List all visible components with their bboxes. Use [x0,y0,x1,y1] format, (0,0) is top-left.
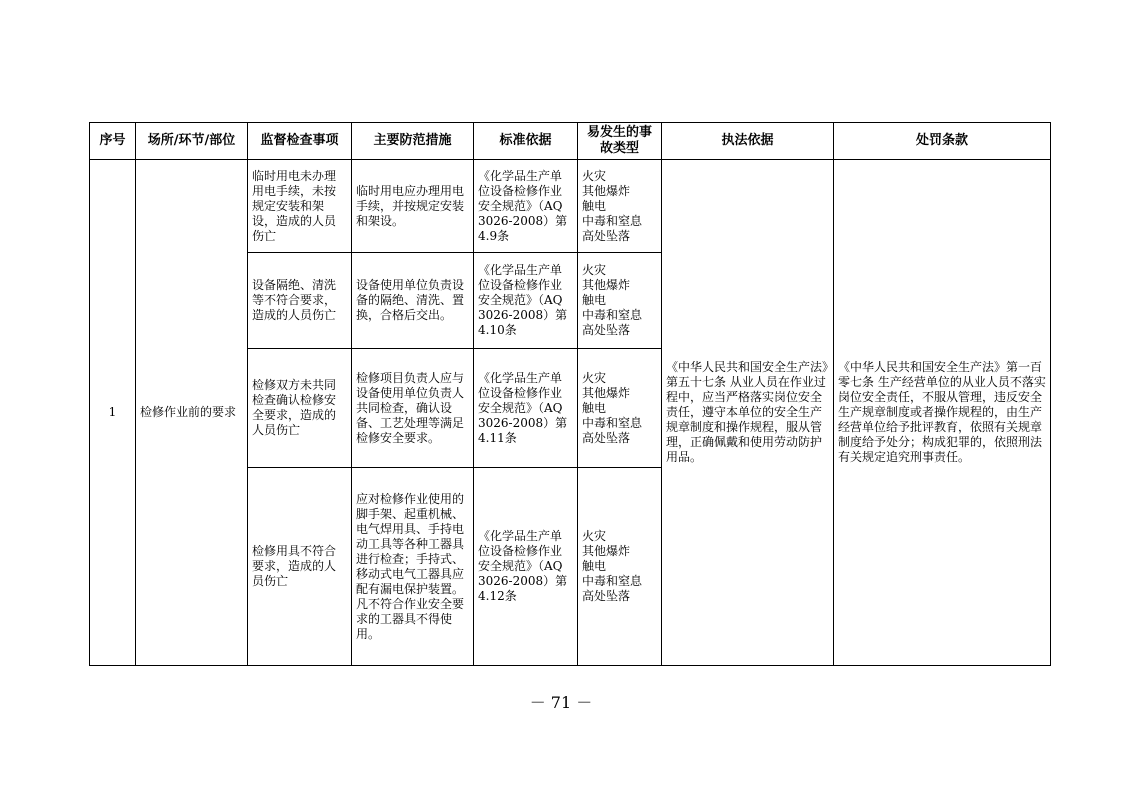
accident-cell: 火灾 其他爆炸 触电 中毒和窒息 高处坠落 [578,349,662,468]
accident-cell: 火灾 其他爆炸 触电 中毒和窒息 高处坠落 [578,160,662,253]
header-seq: 序号 [90,123,136,160]
standard-cell: 《化学品生产单位设备检修作业安全规范》（AQ 3026-2008）第4.10条 [474,253,578,349]
header-accident: 易发生的事故类型 [578,123,662,160]
header-row [90,123,1051,160]
header-law: 执法依据 [662,123,834,160]
measure-cell: 检修项目负责人应与设备使用单位负责人共同检查，确认设备、工艺处理等满足检修安全要求。 [352,349,474,468]
header-item: 监督检查事项 [248,123,352,160]
measure-cell: 临时用电应办理用电手续，并按规定安装和架设。 [352,160,474,253]
item-cell: 设备隔绝、清洗等不符合要求，造成的人员伤亡 [248,253,352,349]
inspection-table [89,122,1051,666]
item-cell: 检修用具不符合要求，造成的人员伤亡 [248,468,352,666]
standard-cell: 《化学品生产单位设备检修作业安全规范》（AQ 3026-2008）第4.11条 [474,349,578,468]
header-measure: 主要防范措施 [352,123,474,160]
accident-cell: 火灾 其他爆炸 触电 中毒和窒息 高处坠落 [578,468,662,666]
item-cell: 检修双方未共同检查确认检修安全要求，造成的人员伤亡 [248,349,352,468]
header-place: 场所/环节/部位 [136,123,248,160]
law-cell: 《中华人民共和国安全生产法》第五十七条 从业人员在作业过程中，应当严格落实岗位安全责任，遵守本单位的安全生产规章制度和操作规程，服从管理，正确佩戴和使用劳动防护用品。 [662,160,834,666]
header-penalty: 处罚条款 [834,123,1051,160]
table-row [90,160,1051,253]
accident-cell: 火灾 其他爆炸 触电 中毒和窒息 高处坠落 [578,253,662,349]
penalty-cell: 《中华人民共和国安全生产法》第一百零七条 生产经营单位的从业人员不落实岗位安全责任，不服从管理，违反安全生产规章制度或者操作规程的，由生产经营单位给予批评教育，依照有关规章制度给予处分；构成犯罪的，依照刑法有关规定追究刑事责任。 [834,160,1051,666]
place-cell: 检修作业前的要求 [136,160,248,666]
item-cell: 临时用电未办理用电手续，未按规定安装和架设，造成的人员伤亡 [248,160,352,253]
standard-cell: 《化学品生产单位设备检修作业安全规范》（AQ 3026-2008）第4.12条 [474,468,578,666]
measure-cell: 应对检修作业使用的脚手架、起重机械、电气焊用具、手持电动工具等各种工器具进行检查；手持式、移动式电气工器具应配有漏电保护装置。凡不符合作业安全要求的工器具不得使用。 [352,468,474,666]
measure-cell: 设备使用单位负责设备的隔绝、清洗、置换，合格后交出。 [352,253,474,349]
seq-cell: 1 [90,160,136,666]
standard-cell: 《化学品生产单位设备检修作业安全规范》（AQ 3026-2008）第4.9条 [474,160,578,253]
header-standard: 标准依据 [474,123,578,160]
page-number: － 71 － [529,693,593,712]
